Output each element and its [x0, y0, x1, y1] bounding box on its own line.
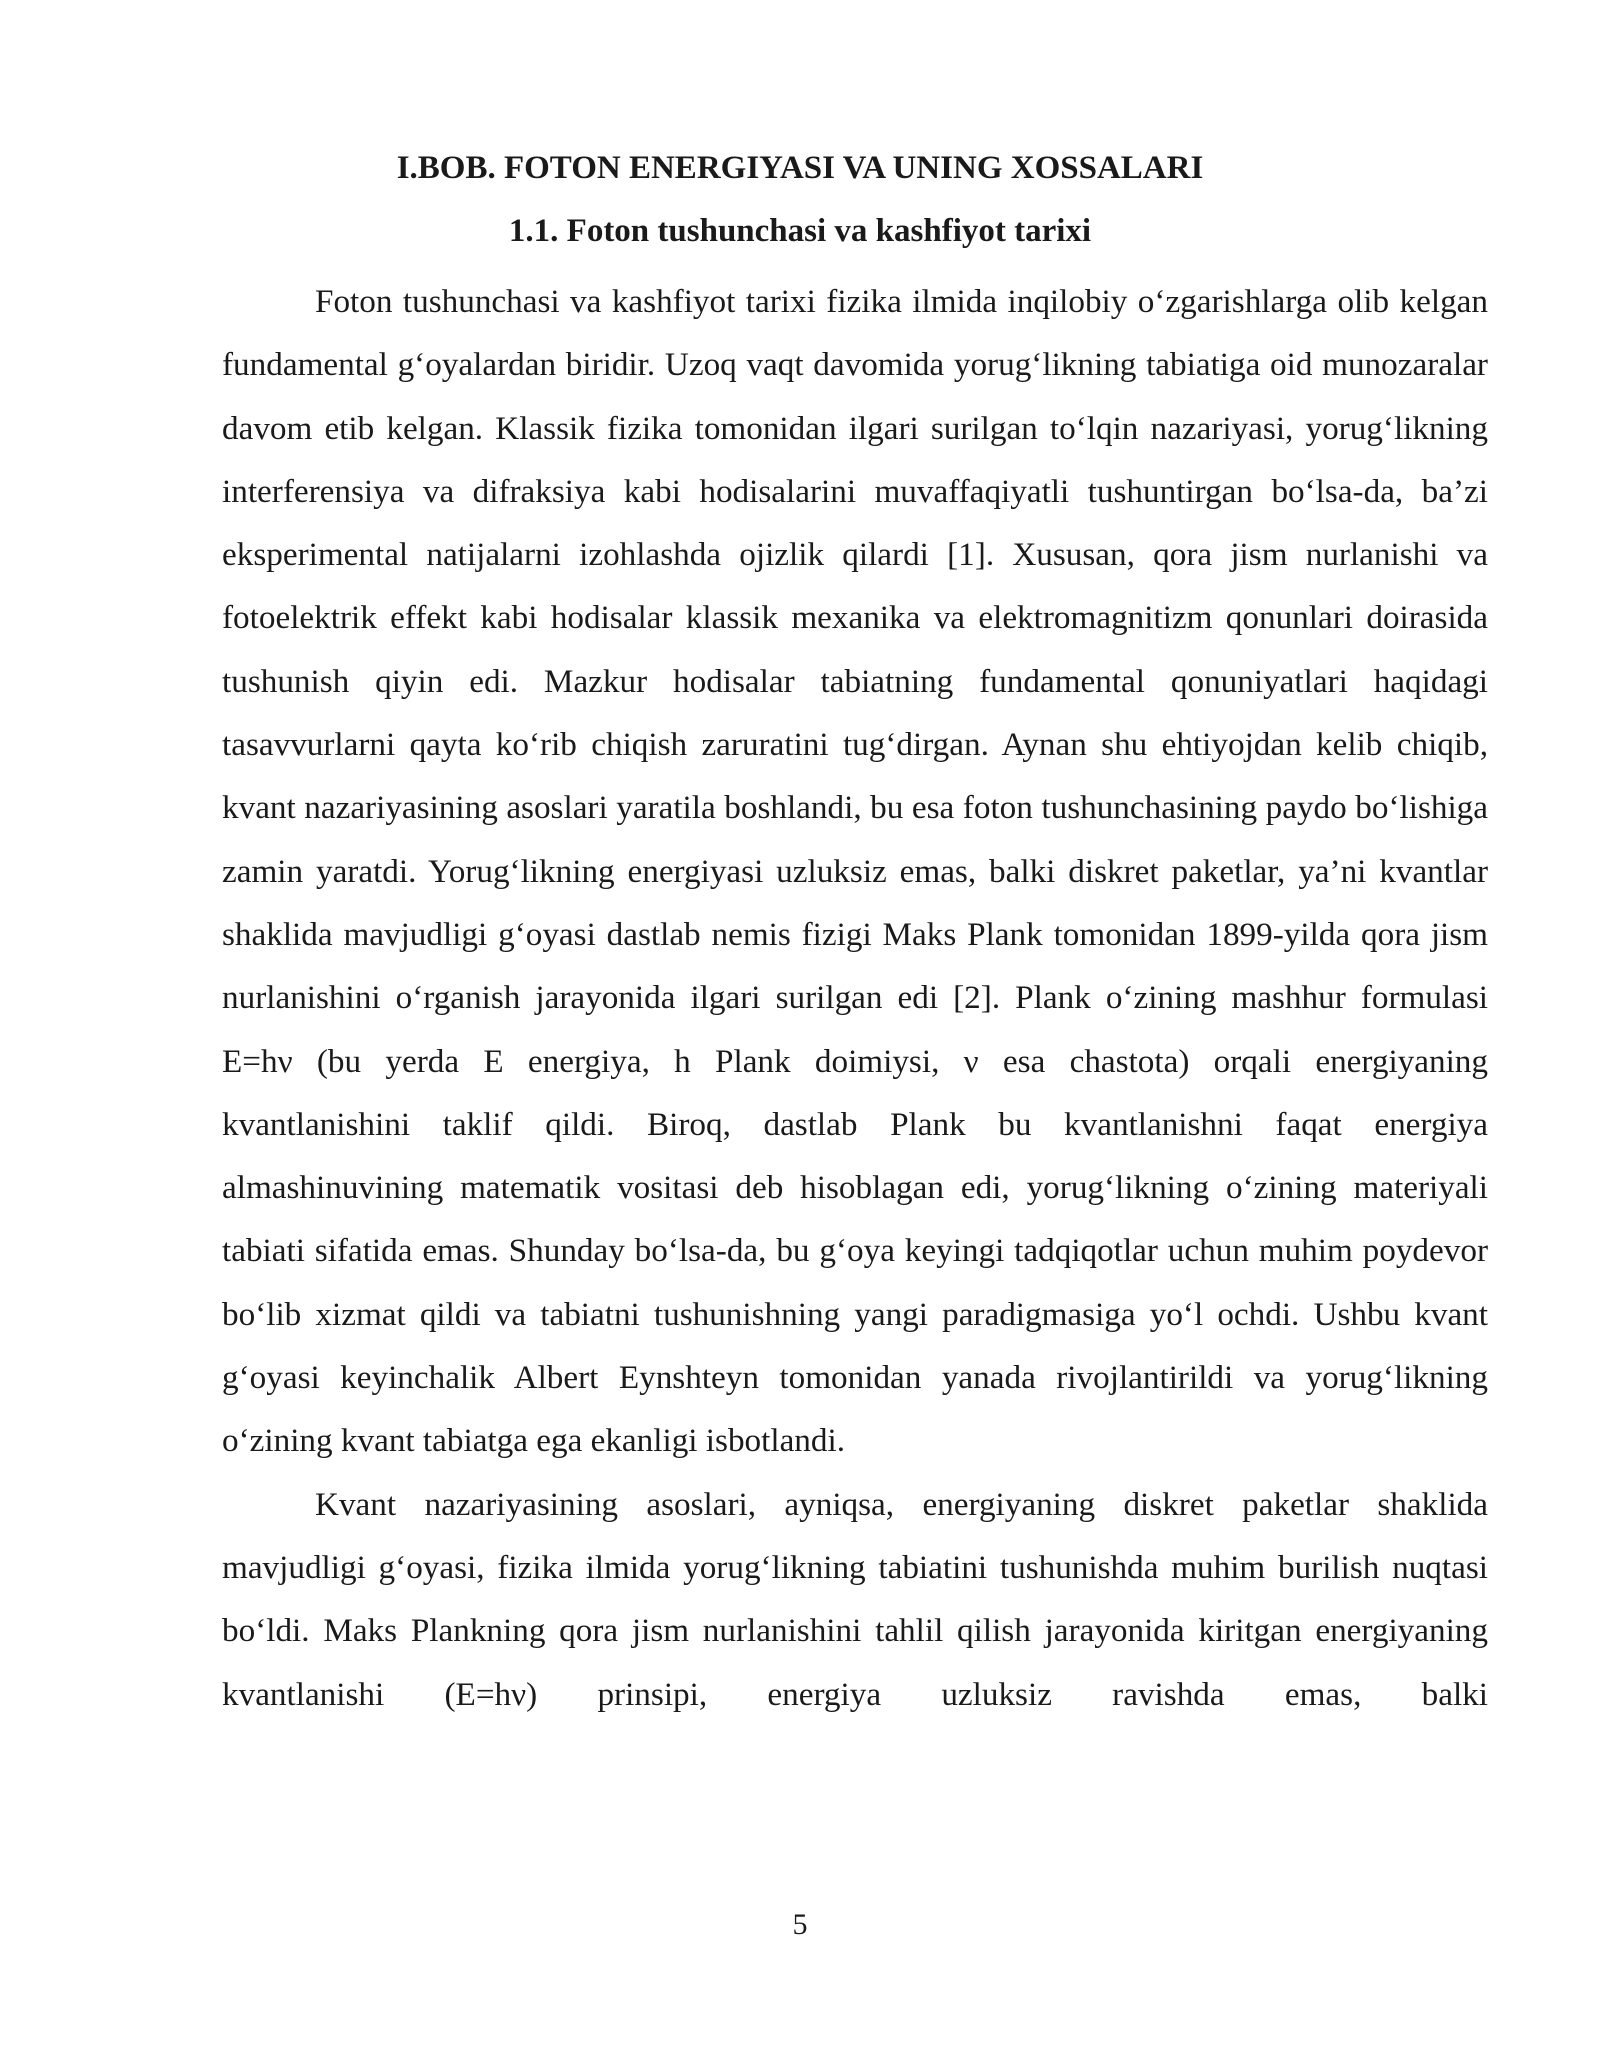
page-number: 5	[792, 1908, 808, 1941]
body-text	[222, 270, 1488, 1726]
paragraph-2: Kvant nazariyasining asoslari, ayniqsa, energiyaning diskret paketlar shaklida mavjudligi g‘oyasi, fizika ilmida yorug‘likning tabiatini tushunishda muhim burilish nuqtasi bo‘ldi. Maks Plankning qora jism nurlanishini tahlil qilish jarayonida kiritgan energiyaning kvantlanishi (E=hν) prinsipi, energiya uzluksiz ravishda emas, balki	[222, 1485, 1488, 1713]
section-title: 1.1. Foton tushunchasi va kashfiyot tarixi	[508, 213, 1092, 249]
chapter-title: I.BOB. FOTON ENERGIYASI VA UNING XOSSALARI	[396, 150, 1204, 186]
paragraph-1: Foton tushunchasi va kashfiyot tarixi fizika ilmida inqilobiy o‘zgarishlarga olib kelgan fundamental g‘oyalardan biridir. Uzoq vaqt davomida yorug‘likning tabiatiga oid munozaralar davom etib kelgan. Klassik fizika tomonidan ilgari surilgan to‘lqin nazariyasi, yorug‘likning interferensiya va difraksiya kabi hodisalarini muvaffaqiyatli tushuntirgan bo‘lsa-da, ba’zi eksperimental natijalarni izohlashda ojizlik qilardi [1]. Xususan, qora jism nurlanishi va fotoelektrik effekt kabi hodisalar klassik mexanika va elektromagnitizm qonunlari doirasida tushunish qiyin edi. Mazkur hodisalar tabiatning fundamental qonuniyatlari haqidagi tasavvurlarni qayta ko‘rib chiqish zaruratini tug‘dirgan. Aynan shu ehtiyojdan kelib chiqib, kvant nazariyasining asoslari yaratila boshlandi, bu esa foton tushunchasining paydo bo‘lishiga zamin yaratdi. Yorug‘likning energiyasi uzluksiz emas, balki diskret paketlar, ya’ni kvantlar shaklida mavjudligi g‘oyasi dastlab nemis fizigi Maks Plank tomonidan 1899-yilda qora jism nurlanishini o‘rganish jarayonida ilgari surilgan edi [2]. Plank o‘zining mashhur formulasi E=hν (bu yerda E energiya, h Plank doimiysi, ν esa chastota) orqali energiyaning kvantlanishini taklif qildi. Biroq, dastlab Plank bu kvantlanishni faqat energiya almashinuvining matematik vositasi deb hisoblagan edi, yorug‘likning o‘zining materiyali tabiati sifatida emas. Shunday bo‘lsa-da, bu g‘oya keyingi tadqiqotlar uchun muhim poydevor bo‘lib xizmat qildi va tabiatni tushunishning yangi paradigmasiga yo‘l ochdi. Ushbu kvant g‘oyasi keyinchalik Albert Eynshteyn tomonidan yanada rivojlantirildi va yorug‘likning o‘zining kvant tabiatga ega ekanligi isbotlandi.	[222, 283, 1488, 1460]
